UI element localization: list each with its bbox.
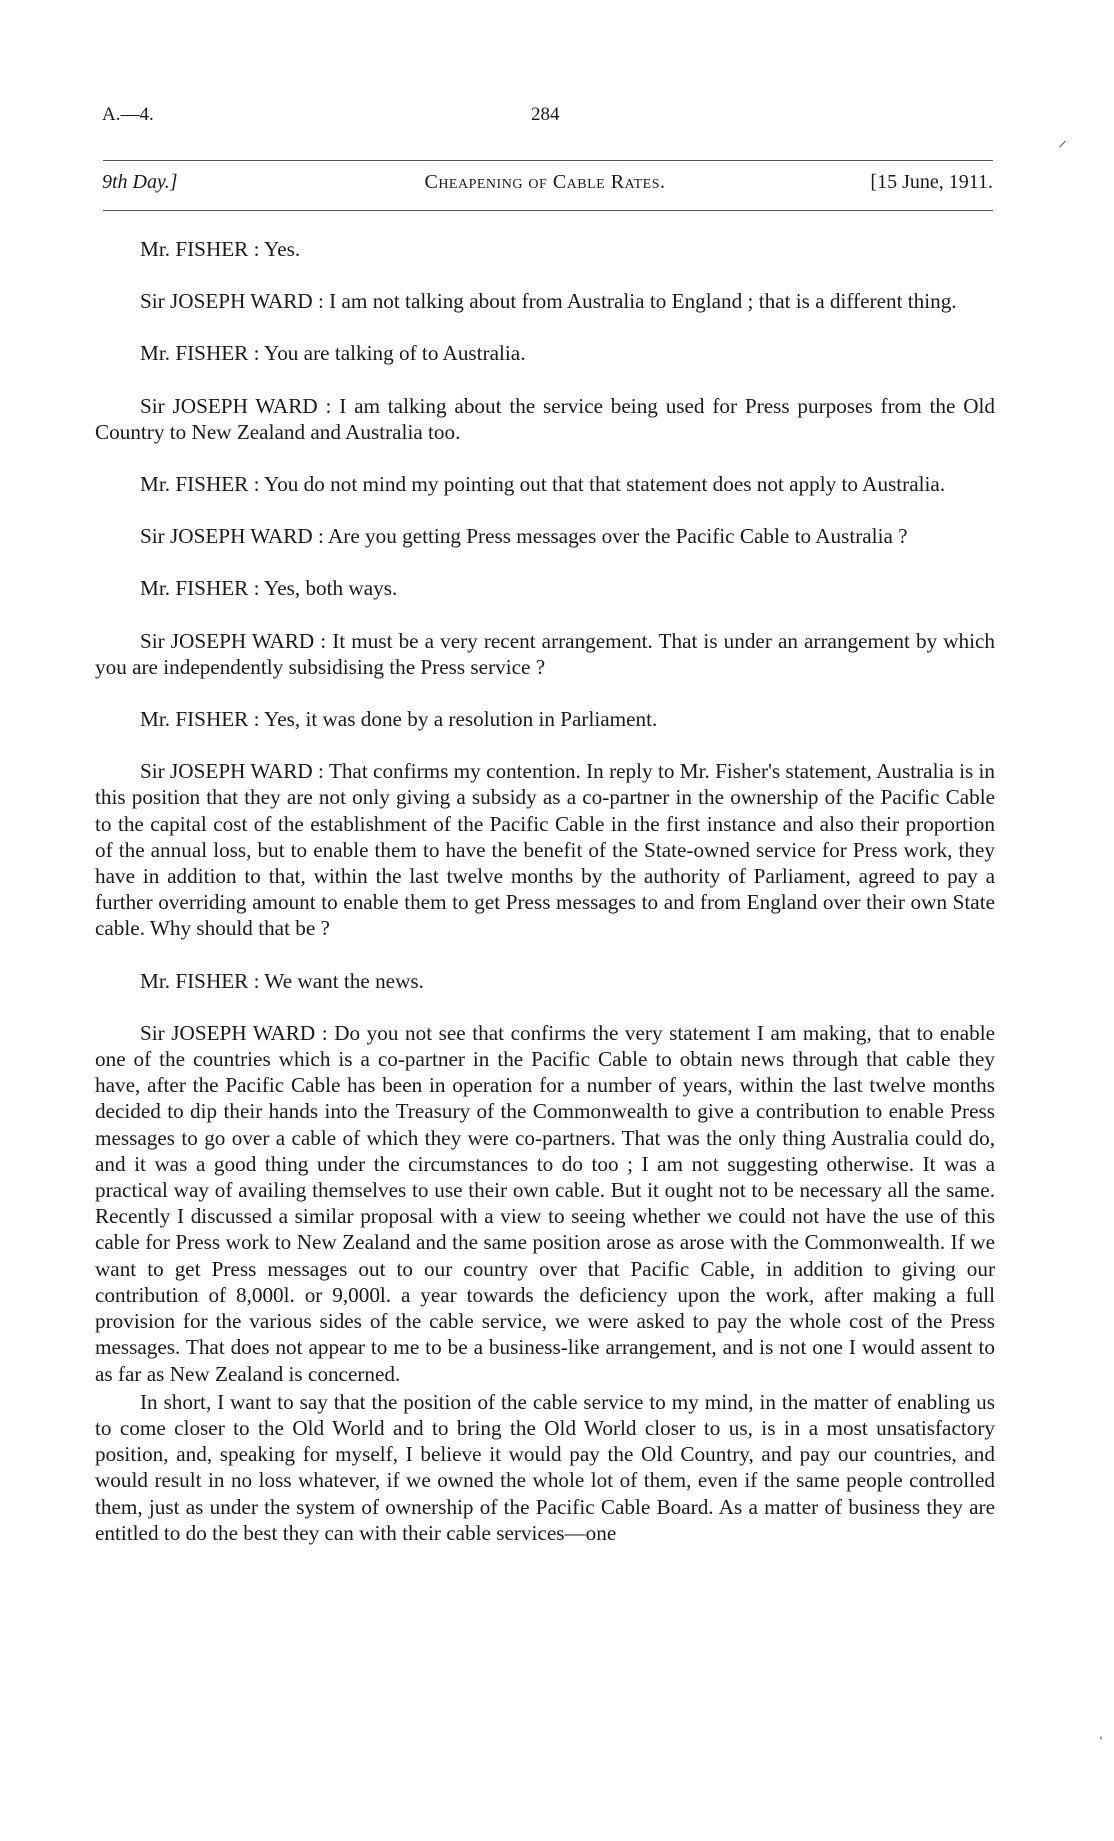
section-title: Cheapening of Cable Rates. xyxy=(424,171,666,193)
speaker-name: Mr. FISHER : xyxy=(140,237,260,261)
transcript-paragraph xyxy=(95,1020,995,1387)
speech-text: Do you not see that confirms the very statement I am making, that to enable one of the countries which is a co-partner in the Pacific Cable to obtain news through that cable they have, after the Pacific Cable has been in operation for a number of years, within the last twelve months decided to dip their hands into the Treasury of the Commonwealth to give a contribution to enable Press messages to go over a cable of which they were co-partners. That was the only thing Australia could do, and it was a good thing under the circumstances to do too ; I am not suggesting otherwise. It was a practical way of availing themselves to use their own cable. But it ought not to be necessary all the same. Recently I discussed a similar proposal with a view to seeing whether we could not have the use of this cable for Press work to New Zealand and the same position arose as arose with the Commonwealth. If we want to get Press messages out to our country over that Pacific Cable, in addition to giving our contribution of 8,000l. or 9,000l. a year towards the deficiency upon the work, after making a full provision for the various sides of the cable service, we were asked to pay the whole cost of the Press messages. That does not appear to me to be a business-like arrangement, and is not one I would assent to as far as New Zealand is concerned. xyxy=(95,1020,995,1386)
speech-text: Yes, both ways. xyxy=(264,576,398,601)
transcript-paragraph xyxy=(95,575,995,601)
transcript-paragraph xyxy=(95,968,995,994)
transcript-paragraph xyxy=(95,471,995,497)
speaker-name: Sir JOSEPH WARD : xyxy=(140,393,332,418)
speech-text: You are talking of to Australia. xyxy=(264,341,526,366)
speech-text: We want the news. xyxy=(264,968,424,993)
transcript-paragraph xyxy=(95,236,995,262)
speaker-name: Sir JOSEPH WARD : xyxy=(140,1020,328,1045)
speech-text: I am not talking about from Australia to England ; that is a different thing. xyxy=(329,289,957,314)
speech-text: In short, I want to say that the position of the cable service to my mind, in the matter of enabling us to come closer to the Old World and to bring the Old World closer to us, is in a most unsatisfactory position, and, speaking for myself, I believe it would pay the Old Country, and pay our countries, and would result in no loss whatever, if we owned the whole lot of them, even if the same people controlled them, just as under the system of ownership of the Pacific Cable Board. As a matter of business they are entitled to do the best they can with their cable services—one xyxy=(95,1389,995,1545)
speaker-name: Mr. FISHER : xyxy=(140,472,260,497)
transcript-paragraph xyxy=(95,393,995,445)
speech-text: That confirms my contention. In reply to Mr. Fisher's statement, Australia is in this position that they are not only giving a subsidy as a co-partner in the ownership of the Pacific Cable to the capital cost of the establishment of the Pacific Cable in the first instance and also their proportion of the annual loss, but to enable them to have the benefit of the State-owned service for Press work, they have in addition to that, within the last twelve months by the authority of Parliament, agreed to pay a further overriding amount to enable them to get Press messages to and from England over their own State cable. Why should that be ? xyxy=(95,759,996,941)
speaker-name: Mr. FISHER : xyxy=(140,341,260,366)
header-rule-bottom xyxy=(103,210,993,211)
speaker-name: Sir JOSEPH WARD : xyxy=(140,524,324,549)
speaker-name: Mr. FISHER : xyxy=(140,707,260,732)
transcript-paragraph xyxy=(95,628,995,680)
speaker-name: Mr. FISHER : xyxy=(140,968,260,993)
transcript-paragraph xyxy=(95,340,995,366)
transcript-paragraph xyxy=(95,758,995,941)
speech-text: Are you getting Press messages over the Pacific Cable to Australia ? xyxy=(328,524,908,549)
speech-text: It must be a very recent arrangement. That is under an arrangement by which you are independently subsidising the Press service ? xyxy=(95,628,996,679)
speech-text: You do not mind my pointing out that that statement does not apply to Australia. xyxy=(264,472,946,497)
speech-text: I am talking about the service being used for Press purposes from the Old Country to New Zealand and Australia too. xyxy=(95,393,996,444)
transcript-paragraph xyxy=(95,706,995,732)
speech-text: Yes. xyxy=(264,237,301,261)
page-number: 284 xyxy=(531,104,560,125)
scan-mark: ˈ xyxy=(1098,1733,1104,1753)
transcript-paragraph xyxy=(95,1389,995,1546)
transcript-paragraph xyxy=(95,288,995,314)
speaker-name: Sir JOSEPH WARD : xyxy=(140,628,327,653)
sitting-day: 9th Day.] xyxy=(102,171,178,193)
sitting-date: [15 June, 1911. xyxy=(870,171,993,193)
speaker-name: Mr. FISHER : xyxy=(140,576,260,601)
scan-mark: ⸝ xyxy=(1058,130,1067,150)
transcript-body xyxy=(95,236,995,1572)
header-rule-top xyxy=(103,160,993,161)
speaker-name: Sir JOSEPH WARD : xyxy=(140,289,324,314)
transcript-paragraph xyxy=(95,523,995,549)
document-reference: A.—4. xyxy=(102,104,154,125)
speech-text: Yes, it was done by a resolution in Parliament. xyxy=(264,707,658,732)
speaker-name: Sir JOSEPH WARD : xyxy=(140,759,324,784)
